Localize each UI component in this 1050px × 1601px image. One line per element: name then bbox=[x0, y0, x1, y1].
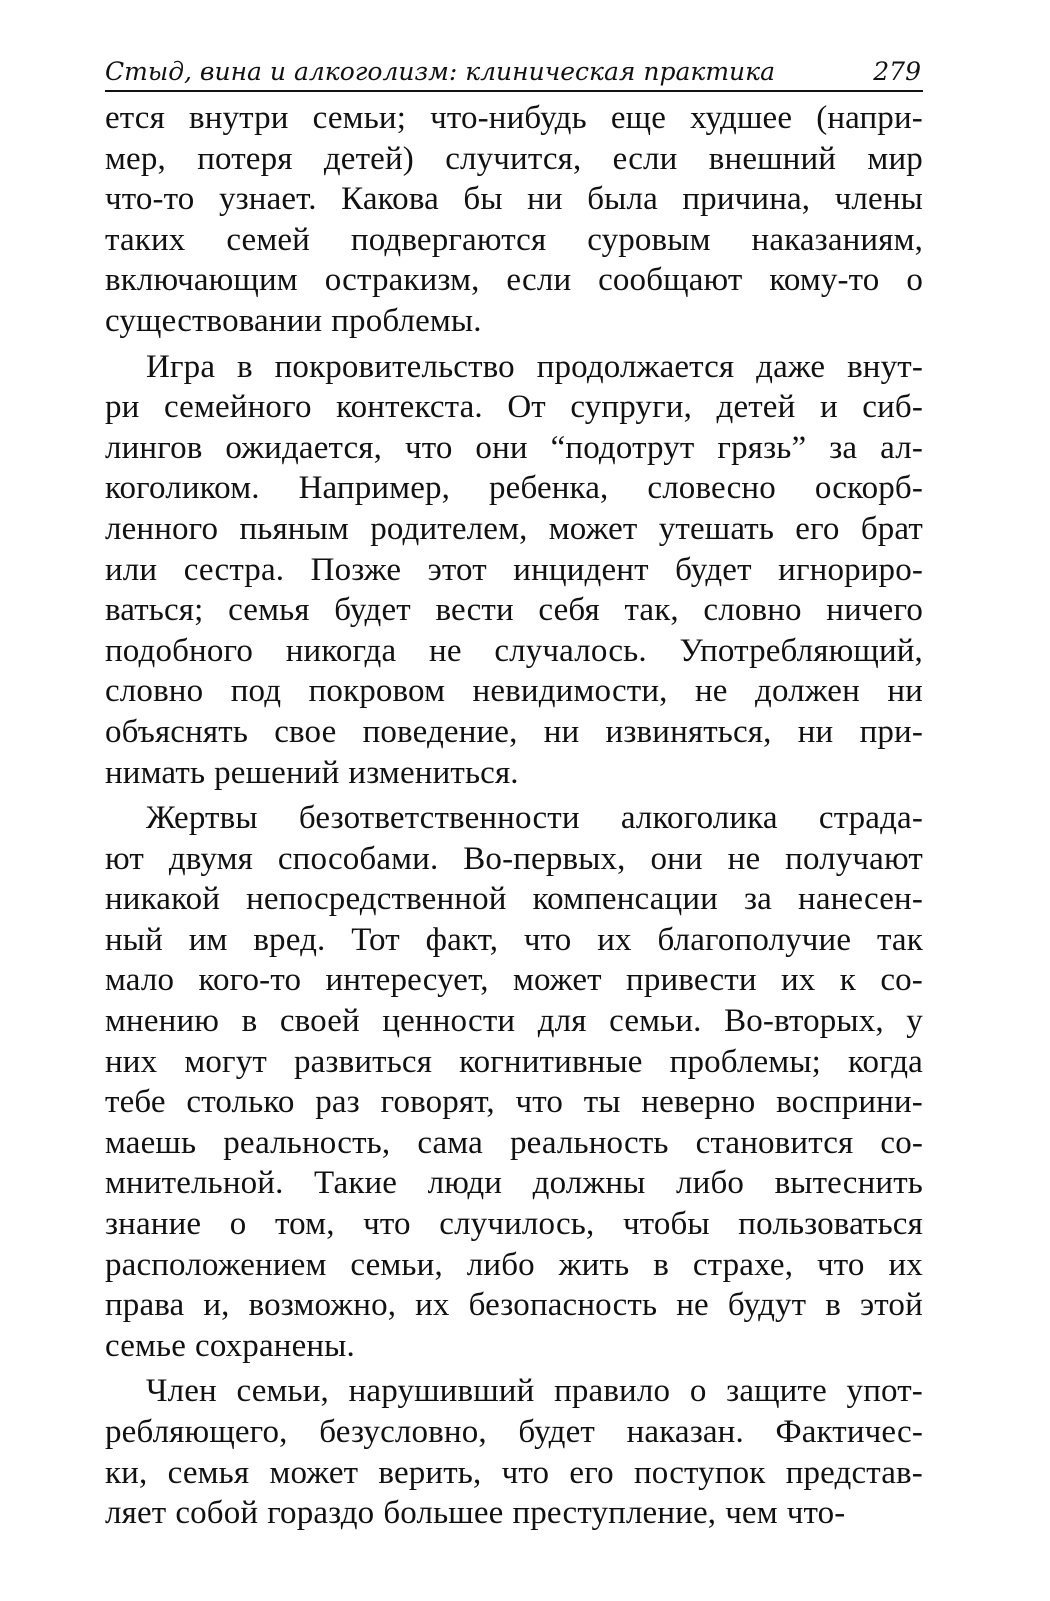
text-line: расположением семьи, либо жить в страхе, что их bbox=[105, 1246, 923, 1283]
text-line: них могут развиться когнитивные проблемы; когда bbox=[105, 1043, 923, 1080]
text-line: мнению в своей ценности для семьи. Во-вторых, у bbox=[105, 1003, 923, 1040]
book-page bbox=[105, 50, 923, 1539]
text-line: мало кого-то интересует, может привести их к со- bbox=[105, 962, 923, 999]
text-line: Жертвы безответственности алкоголика страда- bbox=[146, 800, 923, 837]
text-line: тебе столько раз говорят, что ты неверно восприни- bbox=[105, 1084, 923, 1121]
paragraph bbox=[105, 98, 923, 342]
text-line: нимать решений измениться. bbox=[105, 754, 519, 791]
running-header-title: Стыд, вина и алкоголизм: клиническая практика bbox=[105, 57, 775, 86]
text-line: мер, потеря детей) случится, если внешний мир bbox=[105, 140, 923, 177]
text-line: подобного никогда не случалось. Употребляющий, bbox=[105, 632, 923, 669]
text-line: ляет собой гораздо большее преступление, чем что- bbox=[105, 1495, 846, 1532]
text-line: права и, возможно, их безопасность не будут в этой bbox=[105, 1287, 923, 1324]
paragraph bbox=[105, 798, 923, 1366]
paragraph bbox=[105, 1371, 923, 1533]
text-line: ваться; семья будет вести себя так, словно ничего bbox=[105, 592, 923, 629]
text-line: ют двумя способами. Во-первых, они не получают bbox=[105, 840, 923, 877]
text-line: семье сохранены. bbox=[105, 1327, 355, 1364]
text-line: объяснять свое поведение, ни извиняться, ни при- bbox=[105, 713, 923, 750]
text-line: Игра в покровительство продолжается даже внут- bbox=[146, 348, 923, 385]
text-line: существовании проблемы. bbox=[105, 302, 482, 339]
text-line: Член семьи, нарушивший правило о защите упот- bbox=[146, 1373, 923, 1410]
text-line: словно под покровом невидимости, не должен ни bbox=[105, 673, 923, 710]
paragraph bbox=[105, 347, 923, 794]
text-line: ри семейного контекста. От супруги, детей и сиб- bbox=[105, 389, 923, 426]
text-line: ребляющего, безусловно, будет наказан. Фактичес- bbox=[105, 1414, 923, 1450]
body-text bbox=[105, 98, 923, 1534]
text-line: коголиком. Например, ребенка, словесно оскорб- bbox=[105, 470, 923, 507]
text-line: ки, семья может верить, что его поступок представ- bbox=[105, 1454, 923, 1491]
text-line: ется внутри семьи; что-нибудь еще худшее (напри- bbox=[105, 100, 923, 136]
running-header bbox=[105, 50, 923, 92]
text-line: ный им вред. Тот факт, что их благополучие так bbox=[105, 921, 923, 958]
text-line: лингов ожидается, что они “подотрут грязь” за ал- bbox=[105, 429, 923, 466]
text-line: или сестра. Позже этот инцидент будет игнориро- bbox=[105, 551, 923, 588]
page-number: 279 bbox=[873, 57, 921, 86]
text-line: включающим остракизм, если сообщают кому-то о bbox=[105, 262, 923, 299]
text-line: ленного пьяным родителем, может утешать его брат bbox=[105, 510, 923, 547]
text-line: таких семей подвергаются суровым наказаниям, bbox=[105, 221, 923, 258]
text-line: знание о том, что случилось, чтобы пользоваться bbox=[105, 1206, 923, 1243]
text-line: мнительной. Такие люди должны либо вытеснить bbox=[105, 1165, 923, 1202]
text-line: никакой непосредственной компенсации за нанесен- bbox=[105, 881, 923, 918]
text-line: что-то узнает. Какова бы ни была причина, члены bbox=[105, 181, 923, 218]
text-line: маешь реальность, сама реальность становится со- bbox=[105, 1124, 923, 1161]
